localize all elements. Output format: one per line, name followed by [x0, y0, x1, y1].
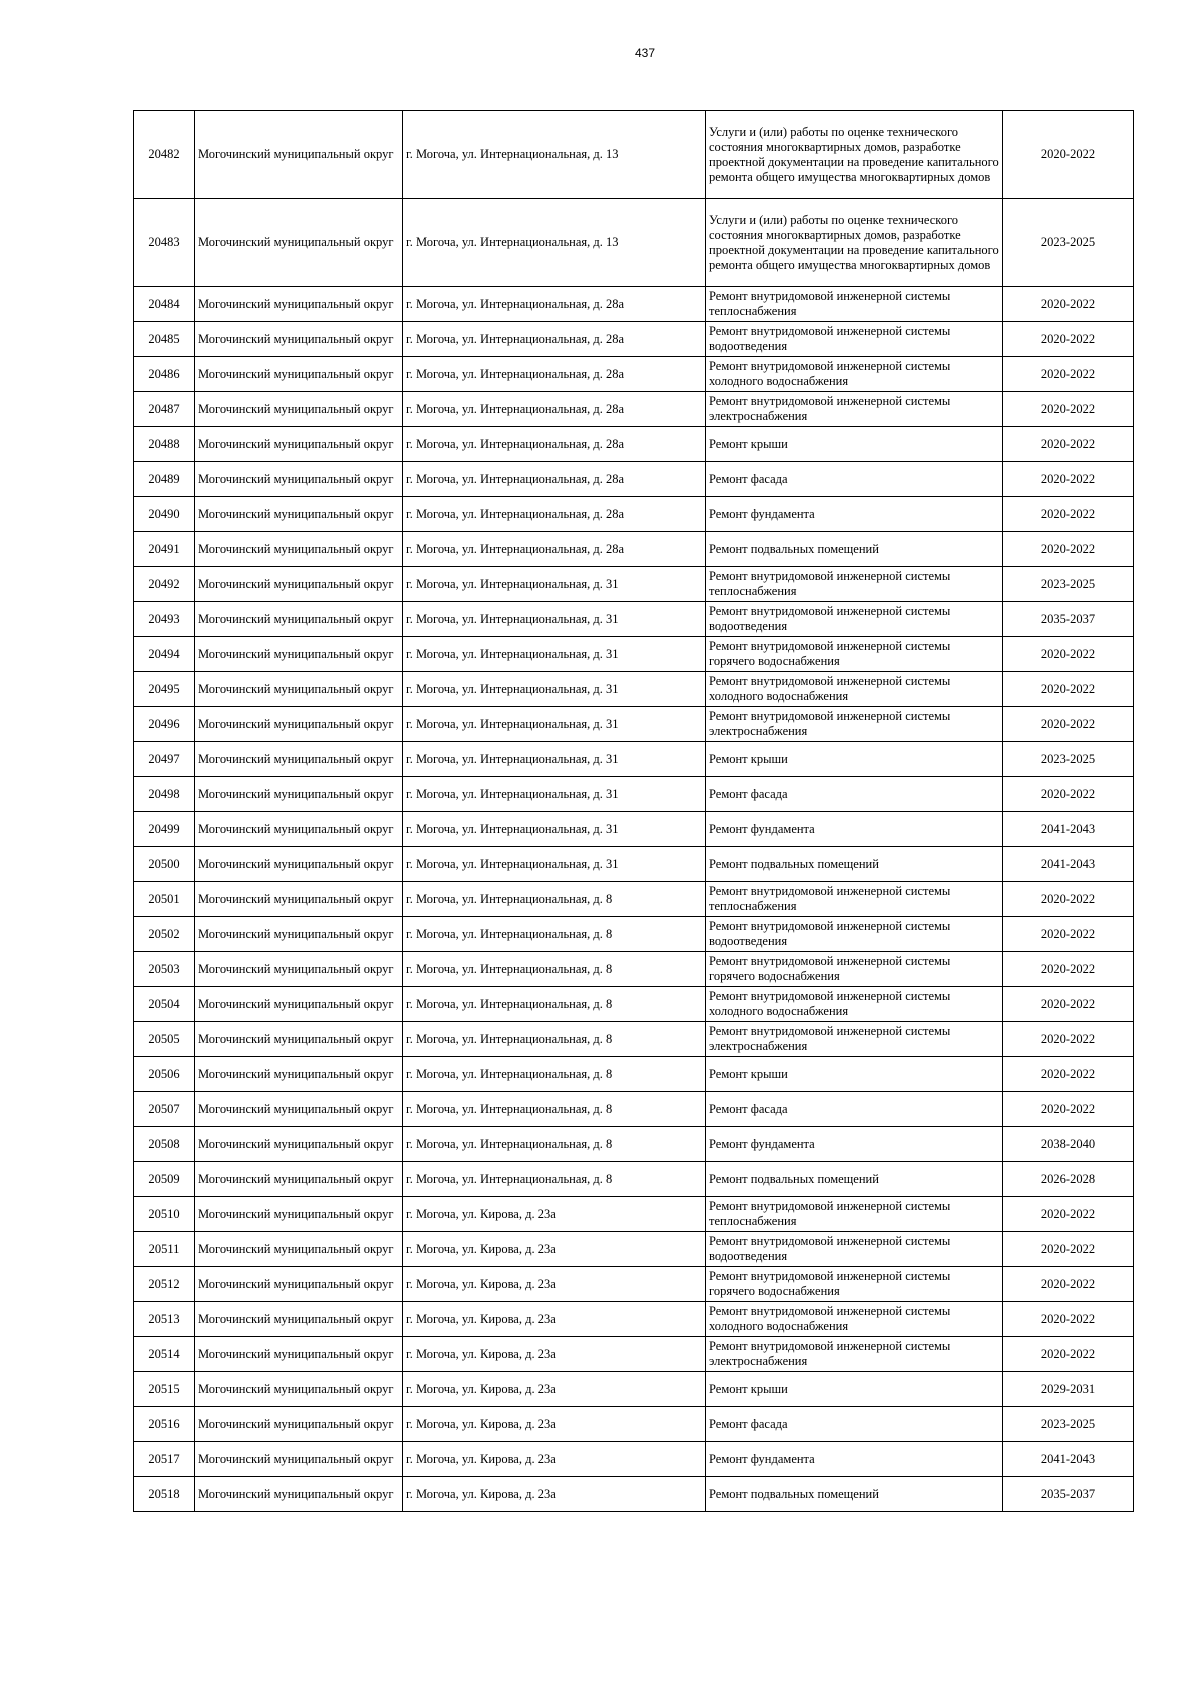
row-number: 20495 [134, 672, 195, 707]
work-type-cell: Ремонт внутридомовой инженерной системы водоотведения [706, 917, 1003, 952]
municipality-cell: Могочинский муниципальный округ [195, 1092, 403, 1127]
table-row [134, 1232, 1134, 1267]
period-cell: 2020-2022 [1003, 1337, 1134, 1372]
municipality-cell: Могочинский муниципальный округ [195, 287, 403, 322]
row-number: 20500 [134, 847, 195, 882]
municipality-cell: Могочинский муниципальный округ [195, 1442, 403, 1477]
municipality-cell: Могочинский муниципальный округ [195, 777, 403, 812]
municipality-cell: Могочинский муниципальный округ [195, 1477, 403, 1512]
period-cell: 2020-2022 [1003, 1267, 1134, 1302]
period-cell: 2020-2022 [1003, 1197, 1134, 1232]
municipality-cell: Могочинский муниципальный округ [195, 1407, 403, 1442]
address-cell: г. Могоча, ул. Интернациональная, д. 31 [403, 567, 706, 602]
table-row [134, 497, 1134, 532]
row-number: 20517 [134, 1442, 195, 1477]
table-row [134, 1057, 1134, 1092]
row-number: 20518 [134, 1477, 195, 1512]
work-type-cell: Ремонт фундамента [706, 812, 1003, 847]
row-number: 20506 [134, 1057, 195, 1092]
row-number: 20486 [134, 357, 195, 392]
work-type-cell: Ремонт фундамента [706, 497, 1003, 532]
work-type-cell: Ремонт фасада [706, 777, 1003, 812]
period-cell: 2020-2022 [1003, 287, 1134, 322]
period-cell: 2038-2040 [1003, 1127, 1134, 1162]
table-row [134, 1337, 1134, 1372]
table-row [134, 882, 1134, 917]
period-cell: 2020-2022 [1003, 1022, 1134, 1057]
municipality-cell: Могочинский муниципальный округ [195, 427, 403, 462]
municipality-cell: Могочинский муниципальный округ [195, 392, 403, 427]
work-type-cell: Ремонт внутридомовой инженерной системы холодного водоснабжения [706, 672, 1003, 707]
work-type-cell: Ремонт внутридомовой инженерной системы теплоснабжения [706, 287, 1003, 322]
municipality-cell: Могочинский муниципальный округ [195, 567, 403, 602]
work-type-cell: Ремонт внутридомовой инженерной системы водоотведения [706, 1232, 1003, 1267]
table-row [134, 1302, 1134, 1337]
period-cell: 2020-2022 [1003, 1092, 1134, 1127]
address-cell: г. Могоча, ул. Интернациональная, д. 31 [403, 672, 706, 707]
table-row [134, 1022, 1134, 1057]
row-number: 20514 [134, 1337, 195, 1372]
table-row [134, 637, 1134, 672]
work-type-cell: Ремонт подвальных помещений [706, 1477, 1003, 1512]
row-number: 20505 [134, 1022, 195, 1057]
address-cell: г. Могоча, ул. Интернациональная, д. 13 [403, 111, 706, 199]
table-row [134, 847, 1134, 882]
address-cell: г. Могоча, ул. Интернациональная, д. 8 [403, 1127, 706, 1162]
period-cell: 2020-2022 [1003, 637, 1134, 672]
period-cell: 2020-2022 [1003, 532, 1134, 567]
municipality-cell: Могочинский муниципальный округ [195, 952, 403, 987]
period-cell: 2026-2028 [1003, 1162, 1134, 1197]
address-cell: г. Могоча, ул. Кирова, д. 23а [403, 1337, 706, 1372]
work-type-cell: Ремонт внутридомовой инженерной системы водоотведения [706, 602, 1003, 637]
table-row [134, 567, 1134, 602]
address-cell: г. Могоча, ул. Интернациональная, д. 8 [403, 917, 706, 952]
period-cell: 2023-2025 [1003, 567, 1134, 602]
municipality-cell: Могочинский муниципальный округ [195, 1267, 403, 1302]
table-row [134, 812, 1134, 847]
period-cell: 2020-2022 [1003, 777, 1134, 812]
row-number: 20493 [134, 602, 195, 637]
period-cell: 2020-2022 [1003, 1302, 1134, 1337]
work-type-cell: Ремонт подвальных помещений [706, 1162, 1003, 1197]
row-number: 20513 [134, 1302, 195, 1337]
row-number: 20489 [134, 462, 195, 497]
address-cell: г. Могоча, ул. Интернациональная, д. 28а [403, 322, 706, 357]
municipality-cell: Могочинский муниципальный округ [195, 497, 403, 532]
work-type-cell: Ремонт внутридомовой инженерной системы электроснабжения [706, 707, 1003, 742]
address-cell: г. Могоча, ул. Кирова, д. 23а [403, 1407, 706, 1442]
table-row [134, 1372, 1134, 1407]
row-number: 20499 [134, 812, 195, 847]
table-row [134, 532, 1134, 567]
period-cell: 2020-2022 [1003, 952, 1134, 987]
table-row [134, 1127, 1134, 1162]
row-number: 20484 [134, 287, 195, 322]
table-row [134, 1162, 1134, 1197]
row-number: 20512 [134, 1267, 195, 1302]
period-cell: 2020-2022 [1003, 392, 1134, 427]
work-type-cell: Услуги и (или) работы по оценке технического состояния многоквартирных домов, разработке проектной документации на проведение капитального ремонта общего имущества многоквартирных домов [706, 199, 1003, 287]
period-cell: 2023-2025 [1003, 199, 1134, 287]
work-type-cell: Ремонт подвальных помещений [706, 847, 1003, 882]
work-type-cell: Ремонт внутридомовой инженерной системы холодного водоснабжения [706, 1302, 1003, 1337]
table-row [134, 462, 1134, 497]
period-cell: 2020-2022 [1003, 357, 1134, 392]
row-number: 20502 [134, 917, 195, 952]
table-row [134, 392, 1134, 427]
municipality-cell: Могочинский муниципальный округ [195, 812, 403, 847]
repair-schedule-table [133, 110, 1134, 1512]
municipality-cell: Могочинский муниципальный округ [195, 322, 403, 357]
period-cell: 2035-2037 [1003, 602, 1134, 637]
address-cell: г. Могоча, ул. Интернациональная, д. 8 [403, 952, 706, 987]
period-cell: 2020-2022 [1003, 672, 1134, 707]
work-type-cell: Ремонт крыши [706, 1372, 1003, 1407]
row-number: 20496 [134, 707, 195, 742]
municipality-cell: Могочинский муниципальный округ [195, 847, 403, 882]
period-cell: 2020-2022 [1003, 497, 1134, 532]
work-type-cell: Ремонт внутридомовой инженерной системы электроснабжения [706, 392, 1003, 427]
table-row [134, 1407, 1134, 1442]
row-number: 20507 [134, 1092, 195, 1127]
address-cell: г. Могоча, ул. Кирова, д. 23а [403, 1267, 706, 1302]
table-row [134, 1442, 1134, 1477]
row-number: 20490 [134, 497, 195, 532]
period-cell: 2020-2022 [1003, 987, 1134, 1022]
row-number: 20515 [134, 1372, 195, 1407]
period-cell: 2020-2022 [1003, 882, 1134, 917]
address-cell: г. Могоча, ул. Интернациональная, д. 28а [403, 287, 706, 322]
municipality-cell: Могочинский муниципальный округ [195, 672, 403, 707]
period-cell: 2035-2037 [1003, 1477, 1134, 1512]
work-type-cell: Ремонт внутридомовой инженерной системы электроснабжения [706, 1337, 1003, 1372]
work-type-cell: Услуги и (или) работы по оценке технического состояния многоквартирных домов, разработке проектной документации на проведение капитального ремонта общего имущества многоквартирных домов [706, 111, 1003, 199]
work-type-cell: Ремонт фундамента [706, 1127, 1003, 1162]
work-type-cell: Ремонт внутридомовой инженерной системы горячего водоснабжения [706, 1267, 1003, 1302]
municipality-cell: Могочинский муниципальный округ [195, 1127, 403, 1162]
period-cell: 2020-2022 [1003, 462, 1134, 497]
row-number: 20482 [134, 111, 195, 199]
municipality-cell: Могочинский муниципальный округ [195, 1372, 403, 1407]
table-body [134, 111, 1134, 1512]
work-type-cell: Ремонт внутридомовой инженерной системы холодного водоснабжения [706, 357, 1003, 392]
address-cell: г. Могоча, ул. Интернациональная, д. 31 [403, 777, 706, 812]
row-number: 20491 [134, 532, 195, 567]
municipality-cell: Могочинский муниципальный округ [195, 637, 403, 672]
row-number: 20501 [134, 882, 195, 917]
row-number: 20504 [134, 987, 195, 1022]
row-number: 20498 [134, 777, 195, 812]
table-row [134, 707, 1134, 742]
table-row [134, 287, 1134, 322]
address-cell: г. Могоча, ул. Кирова, д. 23а [403, 1442, 706, 1477]
address-cell: г. Могоча, ул. Интернациональная, д. 31 [403, 847, 706, 882]
table-row [134, 357, 1134, 392]
municipality-cell: Могочинский муниципальный округ [195, 602, 403, 637]
row-number: 20497 [134, 742, 195, 777]
address-cell: г. Могоча, ул. Кирова, д. 23а [403, 1477, 706, 1512]
table-row [134, 777, 1134, 812]
row-number: 20483 [134, 199, 195, 287]
row-number: 20516 [134, 1407, 195, 1442]
address-cell: г. Могоча, ул. Интернациональная, д. 31 [403, 812, 706, 847]
work-type-cell: Ремонт крыши [706, 742, 1003, 777]
address-cell: г. Могоча, ул. Интернациональная, д. 28а [403, 497, 706, 532]
work-type-cell: Ремонт крыши [706, 427, 1003, 462]
municipality-cell: Могочинский муниципальный округ [195, 987, 403, 1022]
address-cell: г. Могоча, ул. Интернациональная, д. 8 [403, 987, 706, 1022]
table-row [134, 1092, 1134, 1127]
municipality-cell: Могочинский муниципальный округ [195, 462, 403, 497]
work-type-cell: Ремонт внутридомовой инженерной системы теплоснабжения [706, 567, 1003, 602]
work-type-cell: Ремонт внутридомовой инженерной системы теплоснабжения [706, 1197, 1003, 1232]
row-number: 20488 [134, 427, 195, 462]
work-type-cell: Ремонт внутридомовой инженерной системы электроснабжения [706, 1022, 1003, 1057]
municipality-cell: Могочинский муниципальный округ [195, 1162, 403, 1197]
municipality-cell: Могочинский муниципальный округ [195, 1232, 403, 1267]
period-cell: 2023-2025 [1003, 742, 1134, 777]
row-number: 20510 [134, 1197, 195, 1232]
address-cell: г. Могоча, ул. Интернациональная, д. 28а [403, 462, 706, 497]
period-cell: 2023-2025 [1003, 1407, 1134, 1442]
period-cell: 2020-2022 [1003, 322, 1134, 357]
municipality-cell: Могочинский муниципальный округ [195, 1337, 403, 1372]
period-cell: 2020-2022 [1003, 707, 1134, 742]
row-number: 20503 [134, 952, 195, 987]
municipality-cell: Могочинский муниципальный округ [195, 917, 403, 952]
municipality-cell: Могочинский муниципальный округ [195, 1197, 403, 1232]
page-number: 437 [634, 46, 656, 60]
table-row [134, 1267, 1134, 1302]
address-cell: г. Могоча, ул. Интернациональная, д. 28а [403, 392, 706, 427]
row-number: 20508 [134, 1127, 195, 1162]
row-number: 20494 [134, 637, 195, 672]
address-cell: г. Могоча, ул. Интернациональная, д. 31 [403, 637, 706, 672]
table-row [134, 427, 1134, 462]
table-row [134, 742, 1134, 777]
address-cell: г. Могоча, ул. Интернациональная, д. 8 [403, 882, 706, 917]
address-cell: г. Могоча, ул. Интернациональная, д. 8 [403, 1092, 706, 1127]
period-cell: 2041-2043 [1003, 1442, 1134, 1477]
table-row [134, 987, 1134, 1022]
table-row [134, 672, 1134, 707]
work-type-cell: Ремонт подвальных помещений [706, 532, 1003, 567]
municipality-cell: Могочинский муниципальный округ [195, 532, 403, 567]
work-type-cell: Ремонт внутридомовой инженерной системы горячего водоснабжения [706, 637, 1003, 672]
work-type-cell: Ремонт фасада [706, 1407, 1003, 1442]
address-cell: г. Могоча, ул. Интернациональная, д. 8 [403, 1057, 706, 1092]
period-cell: 2020-2022 [1003, 427, 1134, 462]
row-number: 20485 [134, 322, 195, 357]
municipality-cell: Могочинский муниципальный округ [195, 1022, 403, 1057]
table-row [134, 199, 1134, 287]
period-cell: 2020-2022 [1003, 1057, 1134, 1092]
address-cell: г. Могоча, ул. Интернациональная, д. 8 [403, 1162, 706, 1197]
work-type-cell: Ремонт внутридомовой инженерной системы водоотведения [706, 322, 1003, 357]
municipality-cell: Могочинский муниципальный округ [195, 199, 403, 287]
address-cell: г. Могоча, ул. Интернациональная, д. 13 [403, 199, 706, 287]
address-cell: г. Могоча, ул. Кирова, д. 23а [403, 1372, 706, 1407]
address-cell: г. Могоча, ул. Интернациональная, д. 31 [403, 707, 706, 742]
table-row [134, 602, 1134, 637]
address-cell: г. Могоча, ул. Интернациональная, д. 31 [403, 602, 706, 637]
address-cell: г. Могоча, ул. Кирова, д. 23а [403, 1197, 706, 1232]
address-cell: г. Могоча, ул. Кирова, д. 23а [403, 1302, 706, 1337]
address-cell: г. Могоча, ул. Интернациональная, д. 8 [403, 1022, 706, 1057]
municipality-cell: Могочинский муниципальный округ [195, 882, 403, 917]
period-cell: 2041-2043 [1003, 812, 1134, 847]
municipality-cell: Могочинский муниципальный округ [195, 1302, 403, 1337]
table-row [134, 1197, 1134, 1232]
work-type-cell: Ремонт крыши [706, 1057, 1003, 1092]
work-type-cell: Ремонт фундамента [706, 1442, 1003, 1477]
address-cell: г. Могоча, ул. Интернациональная, д. 28а [403, 532, 706, 567]
work-type-cell: Ремонт внутридомовой инженерной системы теплоснабжения [706, 882, 1003, 917]
period-cell: 2020-2022 [1003, 1232, 1134, 1267]
municipality-cell: Могочинский муниципальный округ [195, 357, 403, 392]
work-type-cell: Ремонт фасада [706, 1092, 1003, 1127]
row-number: 20511 [134, 1232, 195, 1267]
address-cell: г. Могоча, ул. Кирова, д. 23а [403, 1232, 706, 1267]
table-row [134, 111, 1134, 199]
municipality-cell: Могочинский муниципальный округ [195, 742, 403, 777]
table-row [134, 952, 1134, 987]
address-cell: г. Могоча, ул. Интернациональная, д. 28а [403, 357, 706, 392]
work-type-cell: Ремонт внутридомовой инженерной системы горячего водоснабжения [706, 952, 1003, 987]
period-cell: 2029-2031 [1003, 1372, 1134, 1407]
row-number: 20492 [134, 567, 195, 602]
municipality-cell: Могочинский муниципальный округ [195, 707, 403, 742]
period-cell: 2020-2022 [1003, 111, 1134, 199]
row-number: 20509 [134, 1162, 195, 1197]
row-number: 20487 [134, 392, 195, 427]
period-cell: 2041-2043 [1003, 847, 1134, 882]
municipality-cell: Могочинский муниципальный округ [195, 1057, 403, 1092]
table-row [134, 322, 1134, 357]
period-cell: 2020-2022 [1003, 917, 1134, 952]
address-cell: г. Могоча, ул. Интернациональная, д. 31 [403, 742, 706, 777]
work-type-cell: Ремонт фасада [706, 462, 1003, 497]
municipality-cell: Могочинский муниципальный округ [195, 111, 403, 199]
work-type-cell: Ремонт внутридомовой инженерной системы холодного водоснабжения [706, 987, 1003, 1022]
address-cell: г. Могоча, ул. Интернациональная, д. 28а [403, 427, 706, 462]
table-row [134, 917, 1134, 952]
table-row [134, 1477, 1134, 1512]
